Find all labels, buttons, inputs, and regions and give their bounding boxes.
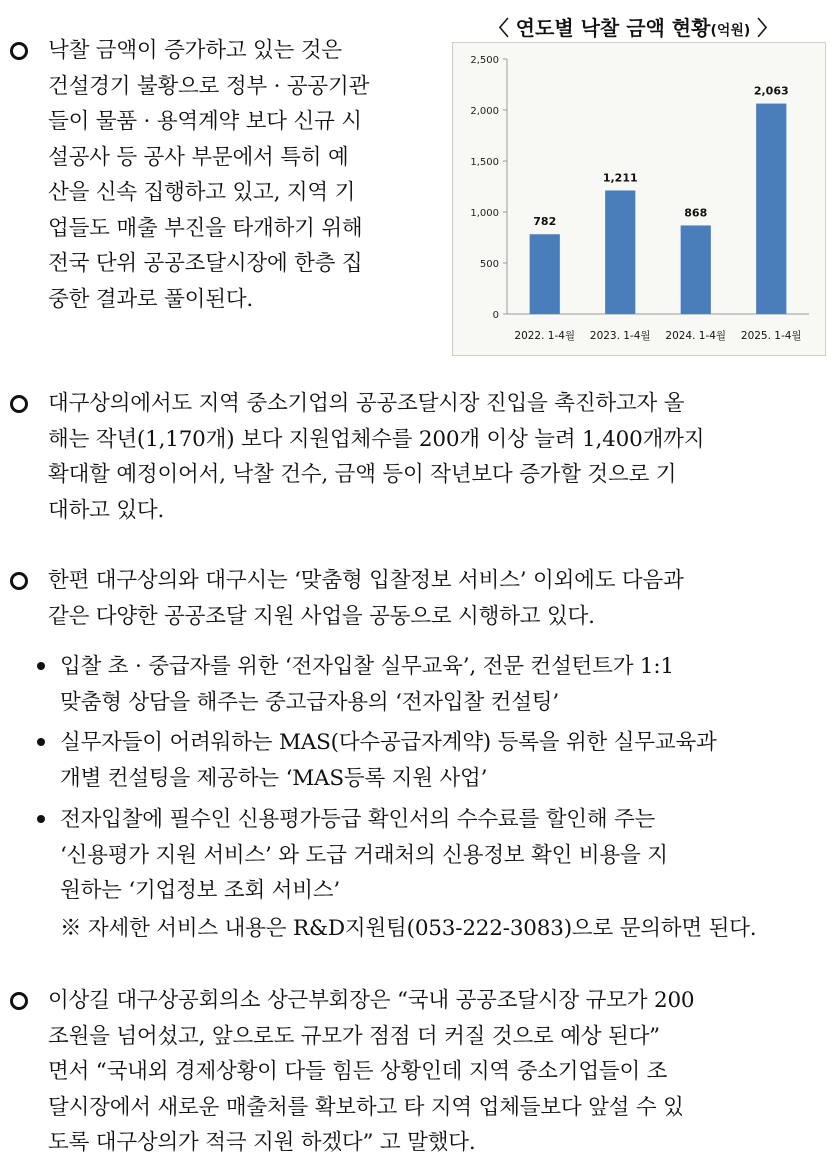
y-tick-label: 500: [479, 259, 499, 270]
paragraph-line: 대하고 있다.: [48, 497, 165, 523]
paragraph-line: 개별 컨설팅을 제공하는 ‘MAS등록 지원 사업’: [60, 765, 488, 791]
circle-bullet-icon: [10, 395, 28, 413]
program-item-e-bidding: [60, 649, 824, 720]
chart-title-unit: (억원): [710, 23, 751, 39]
paragraph-line: 실무자들이 어려워하는 MAS(다수공급자계약) 등록을 위한 실무교육과: [60, 730, 717, 755]
y-tick-label: 1,000: [470, 208, 499, 219]
bar-value-label: 868: [684, 206, 708, 220]
circle-bullet-icon: [10, 992, 28, 1010]
paragraph-joint-programs: [48, 563, 824, 634]
y-tick-label: 1,500: [470, 157, 499, 168]
bar: [756, 104, 786, 314]
program-item-credit: [60, 802, 824, 909]
chart-title: [478, 12, 788, 41]
paragraph-line: 업들도 매출 부진을 타개하기 위해: [48, 215, 363, 241]
paragraph-line: 이상길 대구상공회의소 상근부회장은 “국내 공공조달시장 규모가 200: [48, 988, 695, 1013]
bar: [605, 190, 635, 314]
paragraph-intro: [48, 33, 430, 317]
x-tick-label: 2024. 1-4월: [665, 330, 727, 342]
y-tick-label: 2,500: [470, 55, 499, 66]
bar-value-label: 782: [533, 215, 557, 229]
paragraph-line: ‘신용평가 지원 서비스’ 와 도급 거래처의 신용정보 확인 비용을 지: [60, 842, 668, 868]
x-tick-label: 2023. 1-4월: [589, 330, 651, 342]
paragraph-line: 달시장에서 새로운 매출처를 확보하고 타 지역 업체들보다 앞설 수 있: [48, 1094, 684, 1120]
paragraph-line: 건설경기 불황으로 정부 · 공공기관: [48, 73, 370, 99]
x-tick-label: 2025. 1-4월: [740, 330, 802, 342]
program-item-mas: [60, 725, 824, 796]
paragraph-line: 전국 단위 공공조달시장에 한층 집: [48, 251, 363, 276]
chart-title-text: 〈 연도별 낙찰 금액 현황: [488, 16, 711, 40]
chart-title-close: 〉: [750, 16, 778, 40]
y-tick-label: 0: [492, 310, 499, 321]
paragraph-line: 맞춤형 상담을 해주는 중고급자용의 ‘전자입찰 컨설팅’: [60, 689, 559, 715]
paragraph-line: 한편 대구상의와 대구시는 ‘맞춤형 입찰정보 서비스’ 이외에도 다음과: [48, 568, 684, 593]
bar-value-label: 1,211: [602, 171, 638, 185]
paragraph-line: 확대할 예정이어서, 낙찰 건수, 금액 등이 작년보다 증가할 것으로 기: [48, 462, 677, 487]
paragraph-support-expansion: [48, 386, 824, 528]
note-line: ※ 자세한 서비스 내용은 R&D지원팀(053-222-3083)으로 문의하면 된다.: [60, 916, 757, 941]
paragraph-line: 해는 작년(1,170개) 보다 지원업체수를 200개 이상 늘려 1,400개까지: [48, 426, 705, 452]
bar-value-label: 2,063: [753, 84, 789, 98]
paragraph-line: 전자입찰에 필수인 신용평가등급 확인서의 수수료를 할인해 주는: [60, 807, 656, 832]
paragraph-quote: [48, 983, 824, 1161]
bullet-dot-icon: [37, 815, 45, 823]
paragraph-line: 도록 대구상의가 적극 지원 하겠다” 고 말했다.: [48, 1130, 476, 1155]
bullet-dot-icon: [37, 738, 45, 746]
bullet-dot-icon: [37, 662, 45, 670]
paragraph-line: 원하는 ‘기업정보 조회 서비스’: [60, 878, 341, 903]
x-tick-label: 2022. 1-4월: [514, 330, 576, 342]
contact-note: [60, 911, 824, 947]
paragraph-line: 같은 다양한 공공조달 지원 사업을 공동으로 시행하고 있다.: [48, 603, 595, 629]
paragraph-line: 면서 “국내외 경제상황이 다들 힘든 상황인데 지역 중소기업들이 조: [48, 1059, 668, 1084]
y-tick-label: 2,000: [470, 106, 499, 117]
paragraph-line: 산을 신속 집행하고 있고, 지역 기: [48, 180, 356, 205]
paragraph-line: 조원을 넘어섰고, 앞으로도 규모가 점점 더 커질 것으로 예상 된다”: [48, 1023, 660, 1049]
paragraph-line: 낙찰 금액이 증가하고 있는 것은: [48, 38, 342, 63]
circle-bullet-icon: [10, 42, 28, 60]
bar-chart: [452, 42, 826, 356]
paragraph-line: 입찰 초 · 중급자를 위한 ‘전자입찰 실무교육’, 전문 컨설턴트가 1:1: [60, 654, 674, 679]
bar: [681, 225, 711, 314]
bar-chart-svg: [453, 43, 825, 355]
paragraph-line: 대구상의에서도 지역 중소기업의 공공조달시장 진입을 촉진하고자 올: [48, 391, 685, 416]
paragraph-line: 중한 결과로 풀이된다.: [48, 286, 254, 312]
circle-bullet-icon: [10, 572, 28, 590]
bar: [530, 234, 560, 314]
paragraph-line: 설공사 등 공사 부문에서 특히 예: [48, 144, 349, 170]
paragraph-line: 들이 물품 · 용역계약 보다 신규 시: [48, 109, 362, 134]
